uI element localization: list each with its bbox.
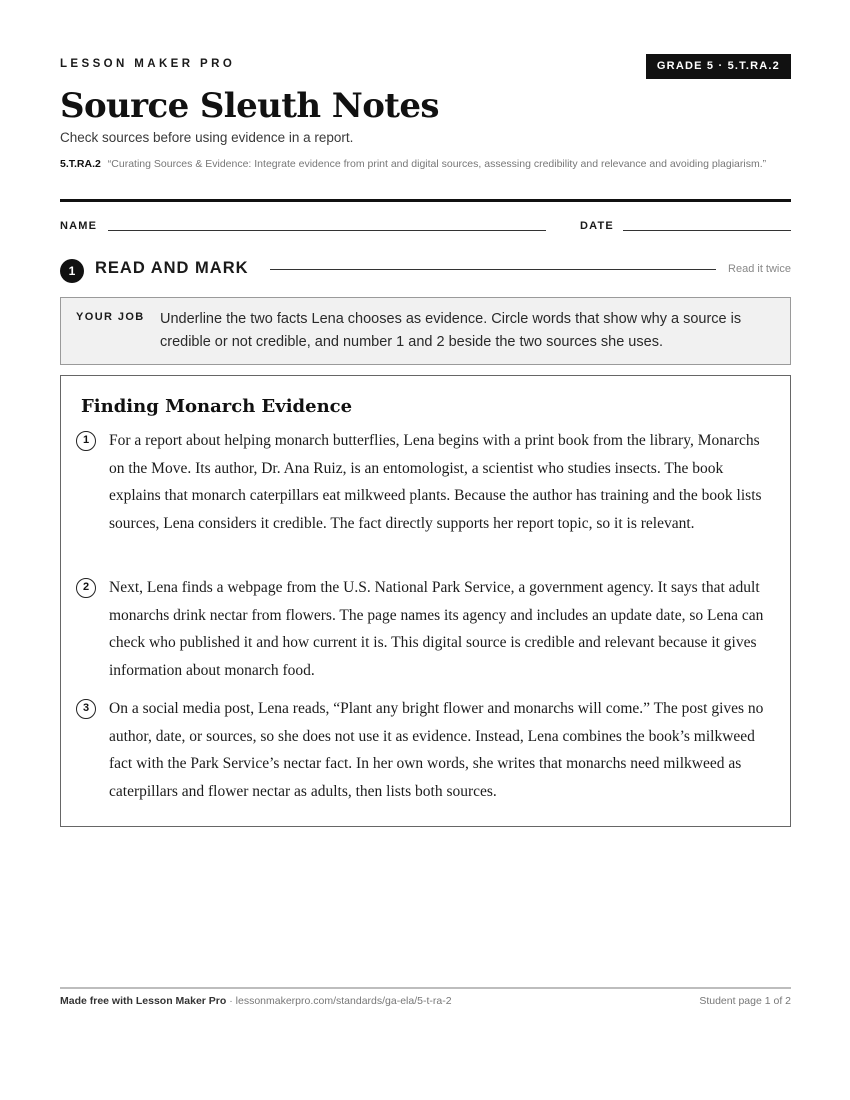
date-field[interactable] <box>623 230 791 231</box>
section-number-badge: 1 <box>60 259 84 283</box>
passage-paragraph: On a social media post, Lena reads, “Plant any bright flower and monarchs will come.” The post gives no author, date, or sources, so she does not use it as evidence. Instead, Lena combines the book’s milkweed fact with the Park Service’s nectar fact. In her own words, she writes that monarchs need milkweed as caterpillars and flower nectar as adults, then lists both sources. <box>109 700 764 800</box>
passage-paragraph: Next, Lena finds a webpage from the U.S. National Park Service, a government agency. It says that adult monarchs drink nectar from flowers. The page names its agency and includes an update date, so Lena can check who published it and how current it is. This digital source is credible and relevant because it gives information about monarch food. <box>109 579 764 679</box>
worksheet-page <box>60 0 791 1100</box>
passage-paragraph: For a report about helping monarch butterflies, Lena begins with a print book from the library, Monarchs on the Move. Its author, Dr. Ana Ruiz, is an entomologist, a scientist who studies insects. The book explains that monarch caterpillars eat milkweed plants. Because the author has training and the book lists sources, Lena considers it credible. The fact directly supports her report topic, so it is relevant. <box>109 432 762 532</box>
brand-name: LESSON MAKER PRO <box>60 58 236 70</box>
name-label: NAME <box>60 220 98 232</box>
reading-passage <box>60 375 791 827</box>
standard-code: 5.T.RA.2 <box>60 158 101 170</box>
grade-badge: GRADE 5 · 5.T.RA.2 <box>646 54 791 79</box>
page-subtitle: Check sources before using evidence in a report. <box>60 130 354 145</box>
instructions-label: YOUR JOB <box>76 311 145 323</box>
paragraph-number-badge: 2 <box>76 578 96 598</box>
footer-page-label: Student page 1 of 2 <box>699 995 791 1007</box>
instructions-text: Underline the two facts Lena chooses as evidence. Circle words that show why a source is credible or not credible, and number 1 and 2 beside the two sources she uses. <box>160 311 742 350</box>
section-note: Read it twice <box>728 263 791 275</box>
standard-description <box>60 156 791 172</box>
date-label: DATE <box>580 220 614 232</box>
footer-url[interactable]: · lessonmakerpro.com/standards/ga-ela/5-t-ra-2 <box>226 995 452 1007</box>
footer-made-with: Made free with Lesson Maker Pro <box>60 995 227 1007</box>
section-divider <box>270 269 716 270</box>
passage-title: Finding Monarch Evidence <box>81 396 353 417</box>
footer-credit <box>60 995 452 1007</box>
header-divider <box>60 199 791 202</box>
instructions-box <box>60 297 791 365</box>
page-title: Source Sleuth Notes <box>60 86 439 126</box>
standard-text: “Curating Sources & Evidence: Integrate evidence from print and digital sources, assessing credibility and relevance and avoiding plagiarism.” <box>107 158 767 170</box>
footer-divider <box>60 987 791 989</box>
name-field[interactable] <box>108 230 546 231</box>
paragraph-number-badge: 1 <box>76 431 96 451</box>
paragraph-number-badge: 3 <box>76 699 96 719</box>
section-title: READ AND MARK <box>95 259 249 277</box>
